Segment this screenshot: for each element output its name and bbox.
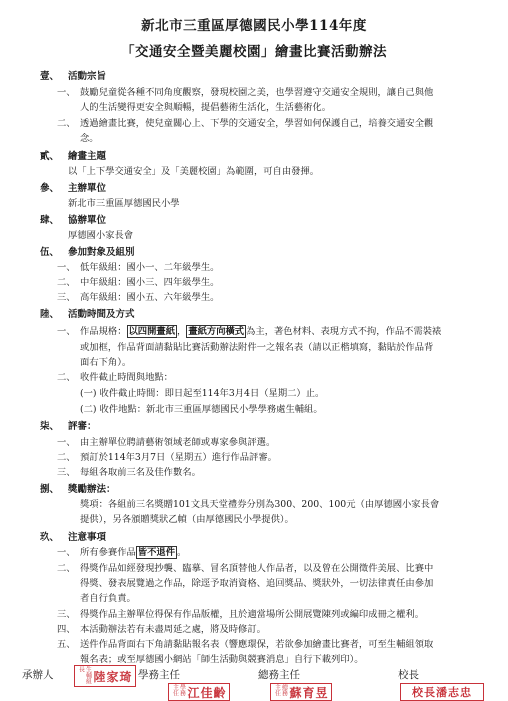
- section-7-item-3: 每組各取前三名及佳作數名。: [80, 467, 201, 478]
- general-stamp-name: 蘇育昱: [289, 685, 329, 700]
- document-title-line2: 「交通安全暨美麗校園」繪畫比賽活動辦法: [121, 44, 387, 60]
- section-9-item-5-line-1: 送件作品背面右下角請黏貼報名表（響應環保，若欲參加繪畫比賽者，可至生輔組領取: [80, 639, 434, 650]
- section-5-title: 參加對象及組別: [68, 247, 135, 258]
- section-9-item-2-number: 二、: [57, 563, 76, 574]
- document-title-line1: 新北市三重區厚德國民小學114年度: [141, 18, 367, 34]
- general-affairs-director-label: 總務主任: [258, 669, 300, 681]
- section-6-item-1-line-1: [80, 325, 441, 339]
- section-9-item-2-line-2: 得獎、發表展覽過之作品，除逕予取消資格、追回獎品、獎狀外，一切法律責任由參加: [80, 578, 434, 589]
- section-1-item-1-number: 一、: [57, 87, 76, 98]
- section-6-item-2a: (一) 收件截止時間：即日起至114年3月4日（星期二）止。: [80, 388, 325, 399]
- section-3-number: 參、: [40, 183, 60, 194]
- section-5-item-2: 中年級組：國小三、四年級學生。: [80, 277, 220, 288]
- academic-stamp-title: 學務主任: [171, 684, 186, 696]
- section-6-item-2b: (二) 收件地點：新北市三重區厚德國民小學學務處生輔組。: [80, 404, 323, 415]
- section-5-item-2-number: 二、: [57, 277, 76, 288]
- section-9-item-5-number: 五、: [57, 639, 76, 650]
- paper-orientation-box: 畫紙方向橫式: [188, 326, 245, 337]
- spec-rest: 為主，著色材料、表現方式不拘，作品不需裝裱: [246, 326, 442, 337]
- section-9-title: 注意事項: [68, 532, 107, 543]
- no-return-pre: 所有參賽作品: [80, 547, 136, 558]
- section-1-item-1-line-2: 人的生活變得更安全與順暢，提倡藝術生活化，生活藝術化。: [80, 102, 332, 113]
- academic-director-label: 學務主任: [138, 669, 180, 681]
- section-8-line-2: 提供），另各頒贈獎狀乙幀（由厚德國民小學提供）。: [80, 514, 294, 525]
- principal-stamp-text: 校長潘志忠: [412, 686, 472, 699]
- section-5-item-3-number: 三、: [57, 292, 76, 303]
- no-return-post: 。: [177, 547, 187, 558]
- section-7-title: 評審：: [68, 421, 97, 432]
- section-3-body: 新北市三重區厚德國民小學: [68, 198, 180, 209]
- section-6-item-1-number: 一、: [57, 326, 76, 337]
- section-7-item-3-number: 三、: [57, 467, 76, 478]
- section-1-item-2-number: 二、: [57, 118, 76, 129]
- section-9-item-3: 得獎作品主辦單位得保有作品版權，且於適當場所公開展覽陳列或編印成冊之權利。: [80, 609, 424, 620]
- section-1-title: 活動宗旨: [68, 71, 107, 82]
- section-1-item-1-line-1: 鼓勵兒童從各種不同角度觀察，發現校園之美，也學習遵守交通安全規則，讓自己與他: [80, 87, 434, 98]
- section-5-item-3: 高年級組：國小五、六年級學生。: [80, 292, 220, 303]
- section-6-item-1-line-2: 或加框，作品背面請黏貼比賽活動辦法附件一之報名表（請以正楷填寫，黏貼於作品背: [80, 342, 434, 353]
- section-9-item-3-number: 三、: [57, 609, 76, 620]
- section-6-item-2: 收件截止時間與地點：: [80, 372, 173, 383]
- section-9-item-5-line-2: 報名表；或至厚德國小網站「師生活動與競賽消息」自行下載列印）。: [80, 654, 364, 665]
- section-7-item-2: 預訂於114年3月7日（星期五）進行作品評審。: [80, 452, 277, 463]
- undertaker-stamp-title: 生輔組長: [77, 666, 92, 684]
- section-9-item-4-number: 四、: [57, 624, 76, 635]
- section-7-item-2-number: 二、: [57, 452, 76, 463]
- undertaker-stamp-name: 陸家琦: [93, 669, 133, 684]
- section-9-item-2-line-1: 得獎作品如經發現抄襲、臨摹、冒名頂替他人作品者，以及曾在公開徵件美展、比賽中: [80, 563, 434, 574]
- section-9-item-4: 本活動辦法若有未盡周延之處，將及時修訂。: [80, 624, 266, 635]
- section-8-title: 獎勵辦法：: [68, 484, 116, 495]
- section-1-number: 壹、: [40, 71, 60, 82]
- no-return-box: 皆不退件: [137, 547, 175, 558]
- section-2-body: 以「上下學交通安全」及「美麗校園」為範圍，可自由發揮。: [68, 166, 320, 177]
- academic-stamp-name: 江佳齡: [187, 685, 227, 700]
- section-7-number: 柒、: [40, 421, 60, 432]
- section-1-item-2-line-1: 透過繪畫比賽，使兒童關心上、下學的交通安全，學習如何保護自己，培養交通安全觀: [80, 118, 434, 129]
- spec-label: 作品規格：: [80, 326, 127, 337]
- section-6-item-2-number: 二、: [57, 372, 76, 383]
- section-4-title: 協辦單位: [68, 215, 107, 226]
- section-6-title: 活動時間及方式: [68, 309, 135, 320]
- spec-comma: ，: [177, 326, 187, 337]
- section-9-item-1: [80, 546, 186, 560]
- principal-stamp: [400, 683, 484, 701]
- section-4-body: 厚德國小家長會: [68, 230, 134, 241]
- section-6-number: 陸、: [40, 309, 60, 320]
- undertaker-label: 承辦人: [22, 669, 54, 681]
- section-5-item-1: 低年級組：國小一、二年級學生。: [80, 262, 220, 273]
- section-8-line-1: 獎項：各組前三名獎贈101文具天堂禮券分別為300、200、100元（由厚德國小家長會: [80, 499, 440, 510]
- section-5-number: 伍、: [40, 247, 60, 258]
- principal-label: 校長: [398, 669, 419, 681]
- undertaker-stamp: [74, 665, 136, 687]
- general-stamp-title: 總務主任: [273, 684, 288, 696]
- section-2-number: 貳、: [40, 151, 60, 162]
- general-affairs-stamp: [270, 683, 332, 701]
- paper-size-box: 以四開畫紙: [128, 326, 175, 337]
- section-7-item-1: 由主辦單位聘請藝術領域老師或專家參與評選。: [80, 437, 276, 448]
- section-4-number: 肆、: [40, 215, 60, 226]
- section-8-number: 捌、: [40, 484, 60, 495]
- section-9-item-1-number: 一、: [57, 547, 76, 558]
- section-7-item-1-number: 一、: [57, 437, 76, 448]
- section-2-title: 繪畫主題: [68, 151, 107, 162]
- section-1-item-2-line-2: 念。: [80, 133, 99, 144]
- section-6-item-1-line-3: 面右下角）。: [80, 357, 132, 368]
- section-3-title: 主辦單位: [68, 183, 107, 194]
- section-9-item-2-line-3: 者自行負責。: [80, 593, 136, 604]
- section-5-item-1-number: 一、: [57, 262, 76, 273]
- section-9-number: 玖、: [40, 532, 60, 543]
- academic-director-stamp: [168, 683, 230, 701]
